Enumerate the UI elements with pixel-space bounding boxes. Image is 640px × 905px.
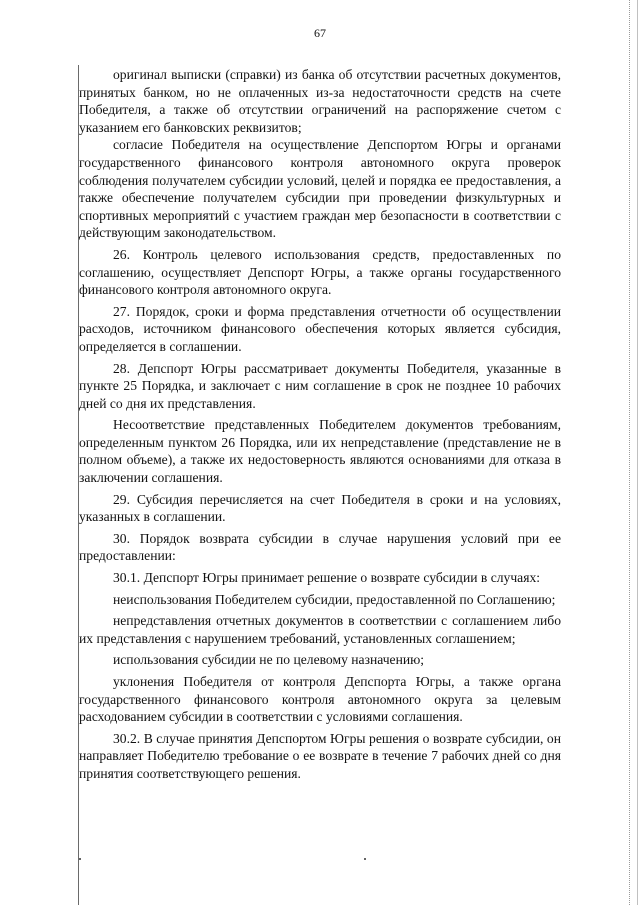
paragraph: использования субсидии не по целевому назначению;: [113, 652, 425, 668]
paragraph: согласие Победителя на осуществление Депспортом Югры и органами государственного финансового контроля автономного округа проверок соблюдения получателем субсидии условий, целей и порядка ее предоставления, а также обеспечение получателем субсидии при проведении физкультурных и спортивных мероприятий с участием граждан мер безопасности в соответствии с действующим законодательством.: [79, 137, 561, 241]
paragraph: 29. Субсидия перечисляется на счет Победителя в сроки и на условиях, указанных в соглашении.: [79, 491, 561, 525]
document-body: [79, 66, 561, 783]
paragraph: неиспользования Победителем субсидии, предоставленной по Соглашению;: [113, 591, 556, 607]
paragraph: оригинал выписки (справки) из банка об отсутствии расчетных документов, принятых банком, но не оплаченных из-за недостаточности средств на счете Победителя, а также об отсутствии ограничений на распоряжение счетом с указанием его банковских реквизитов;: [79, 67, 561, 135]
paragraph: 27. Порядок, сроки и форма представления отчетности об осуществлении расходов, источником финансового обеспечения которых является субсидия, определяется в соглашении.: [79, 303, 561, 354]
right-page-edge: [637, 0, 638, 905]
paragraph: Несоответствие представленных Победителем документов требованиям, определенным пунктом 26 Порядка, или их непредставление (представление не в полном объеме), а также их недостоверность являются основаниями для отказа в заключении соглашения.: [79, 417, 561, 486]
paragraph: 30. Порядок возврата субсидии в случае нарушения условий при ее предоставлении:: [79, 530, 561, 564]
paragraph: уклонения Победителя от контроля Депспорта Югры, а также органа государственного финансового контроля автономного округа за целевым расходованием субсидии в соответствии с условиями соглашения.: [79, 674, 561, 725]
page-number: 67: [314, 26, 326, 40]
paragraph: 30.1. Депспорт Югры принимает решение о возврате субсидии в случаях:: [113, 570, 541, 586]
paragraph: 30.2. В случае принятия Депспортом Югры решения о возврате субсидии, он направляет Победителю требование о ее возврате в течение 7 рабочих дней со дня принятия соответствующего решения.: [79, 730, 561, 781]
paragraph: 26. Контроль целевого использования средств, предоставленных по соглашению, осуществляет Депспорт Югры, а также органы государственного финансового контроля автономного округа.: [79, 246, 561, 298]
right-dotted-edge: [629, 0, 630, 905]
paragraph: непредставления отчетных документов в соответствии с соглашением либо их представления с нарушением требований, установленных соглашением;: [79, 613, 561, 646]
paragraph: 28. Депспорт Югры рассматривает документы Победителя, указанные в пункте 25 Порядка, и заключает с ним соглашение в срок не позднее 10 рабочих дней со дня их представления.: [79, 360, 561, 411]
scan-speck: [79, 858, 81, 860]
scan-speck: [364, 858, 366, 860]
